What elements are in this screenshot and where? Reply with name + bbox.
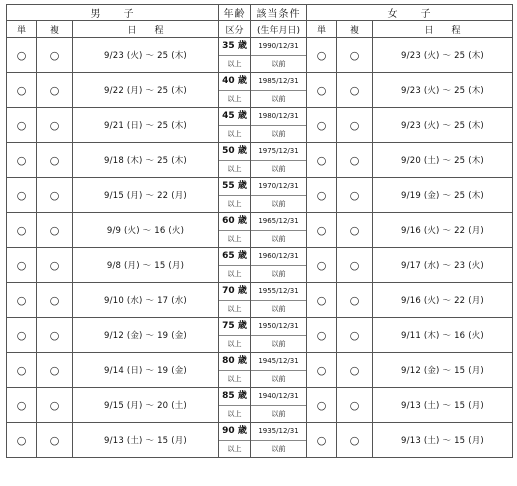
birthdate-value: 1975/12/31 xyxy=(251,143,306,161)
condition-header: 該当条件 xyxy=(251,5,307,21)
age-value: 35 歳 xyxy=(219,38,250,56)
table-row xyxy=(7,178,513,213)
age-value: 75 歳 xyxy=(219,318,250,336)
table-row xyxy=(7,73,513,108)
birthdate-value: 1950/12/31 xyxy=(251,318,306,336)
age-value: 65 歳 xyxy=(219,248,250,266)
male-single-header: 単 xyxy=(7,21,37,38)
birthdate-suffix: 以前 xyxy=(271,200,286,208)
birthdate-condition xyxy=(251,38,307,73)
male-double-mark: ○ xyxy=(37,213,73,248)
age-category xyxy=(219,213,251,248)
male-schedule: 9/12 (金) 〜 19 (金) xyxy=(73,318,219,353)
female-double-mark: ○ xyxy=(337,423,373,458)
age-header: 年齢 xyxy=(219,5,251,21)
male-double-header: 複 xyxy=(37,21,73,38)
birthdate-suffix: 以前 xyxy=(271,130,286,138)
male-double-mark: ○ xyxy=(37,178,73,213)
table-row xyxy=(7,38,513,73)
age-category xyxy=(219,178,251,213)
male-single-mark: ○ xyxy=(7,108,37,143)
birthdate-condition xyxy=(251,143,307,178)
birthdate-value: 1955/12/31 xyxy=(251,283,306,301)
female-single-mark: ○ xyxy=(307,38,337,73)
age-value: 90 歳 xyxy=(219,423,250,441)
age-suffix: 以上 xyxy=(227,200,242,208)
male-double-mark: ○ xyxy=(37,108,73,143)
female-double-mark: ○ xyxy=(337,38,373,73)
female-single-mark: ○ xyxy=(307,318,337,353)
male-schedule: 9/9 (火) 〜 16 (火) xyxy=(73,213,219,248)
age-suffix: 以上 xyxy=(227,130,242,138)
birthdate-condition xyxy=(251,73,307,108)
male-single-mark: ○ xyxy=(7,73,37,108)
female-schedule: 9/13 (土) 〜 15 (月) xyxy=(373,423,513,458)
female-double-mark: ○ xyxy=(337,73,373,108)
birthdate-value: 1990/12/31 xyxy=(251,38,306,56)
male-header: 男 子 xyxy=(7,5,219,21)
table-row xyxy=(7,108,513,143)
birthdate-value: 1960/12/31 xyxy=(251,248,306,266)
header-row-sub xyxy=(7,21,513,38)
female-double-mark: ○ xyxy=(337,108,373,143)
birthdate-value: 1965/12/31 xyxy=(251,213,306,231)
table-row xyxy=(7,318,513,353)
female-single-header: 単 xyxy=(307,21,337,38)
female-double-header: 複 xyxy=(337,21,373,38)
female-header: 女 子 xyxy=(307,5,513,21)
age-suffix: 以上 xyxy=(227,340,242,348)
birthdate-suffix: 以前 xyxy=(271,305,286,313)
birthdate-condition xyxy=(251,353,307,388)
male-single-mark: ○ xyxy=(7,38,37,73)
birthdate-suffix: 以前 xyxy=(271,375,286,383)
age-value: 85 歳 xyxy=(219,388,250,406)
birthdate-condition xyxy=(251,388,307,423)
age-category xyxy=(219,423,251,458)
birthdate-condition xyxy=(251,423,307,458)
female-schedule: 9/13 (土) 〜 15 (月) xyxy=(373,388,513,423)
age-category xyxy=(219,318,251,353)
female-double-mark: ○ xyxy=(337,353,373,388)
female-single-mark: ○ xyxy=(307,213,337,248)
age-category xyxy=(219,108,251,143)
birthdate-suffix: 以前 xyxy=(271,270,286,278)
female-double-mark: ○ xyxy=(337,213,373,248)
female-single-mark: ○ xyxy=(307,178,337,213)
female-schedule: 9/23 (火) 〜 25 (木) xyxy=(373,38,513,73)
male-single-mark: ○ xyxy=(7,178,37,213)
table-row xyxy=(7,423,513,458)
table-row xyxy=(7,388,513,423)
female-schedule: 9/23 (火) 〜 25 (木) xyxy=(373,73,513,108)
female-double-mark: ○ xyxy=(337,388,373,423)
female-schedule: 9/20 (土) 〜 25 (木) xyxy=(373,143,513,178)
female-schedule: 9/17 (水) 〜 23 (火) xyxy=(373,248,513,283)
female-schedule: 9/12 (金) 〜 15 (月) xyxy=(373,353,513,388)
birthdate-value: 1945/12/31 xyxy=(251,353,306,371)
male-double-mark: ○ xyxy=(37,318,73,353)
male-schedule: 9/10 (水) 〜 17 (水) xyxy=(73,283,219,318)
female-single-mark: ○ xyxy=(307,143,337,178)
table-row xyxy=(7,213,513,248)
table-row xyxy=(7,143,513,178)
age-value: 50 歳 xyxy=(219,143,250,161)
female-schedule: 9/11 (木) 〜 16 (火) xyxy=(373,318,513,353)
male-single-mark: ○ xyxy=(7,143,37,178)
male-single-mark: ○ xyxy=(7,248,37,283)
female-double-mark: ○ xyxy=(337,248,373,283)
age-value: 45 歳 xyxy=(219,108,250,126)
male-single-mark: ○ xyxy=(7,353,37,388)
male-schedule: 9/13 (土) 〜 15 (月) xyxy=(73,423,219,458)
age-suffix: 以上 xyxy=(227,165,242,173)
male-single-mark: ○ xyxy=(7,283,37,318)
male-schedule: 9/15 (月) 〜 22 (月) xyxy=(73,178,219,213)
male-single-mark: ○ xyxy=(7,388,37,423)
birthdate-condition xyxy=(251,283,307,318)
birthdate-suffix: 以前 xyxy=(271,235,286,243)
male-schedule: 9/8 (月) 〜 15 (月) xyxy=(73,248,219,283)
age-category xyxy=(219,388,251,423)
male-single-mark: ○ xyxy=(7,318,37,353)
male-schedule: 9/21 (日) 〜 25 (木) xyxy=(73,108,219,143)
age-category xyxy=(219,73,251,108)
female-double-mark: ○ xyxy=(337,283,373,318)
age-value: 55 歳 xyxy=(219,178,250,196)
female-schedule: 9/23 (火) 〜 25 (木) xyxy=(373,108,513,143)
age-value: 80 歳 xyxy=(219,353,250,371)
female-double-mark: ○ xyxy=(337,318,373,353)
age-suffix: 以上 xyxy=(227,445,242,453)
male-double-mark: ○ xyxy=(37,353,73,388)
male-double-mark: ○ xyxy=(37,248,73,283)
table-row xyxy=(7,248,513,283)
schedule-table xyxy=(6,4,513,458)
age-suffix: 以上 xyxy=(227,270,242,278)
female-single-mark: ○ xyxy=(307,283,337,318)
age-suffix: 以上 xyxy=(227,95,242,103)
male-double-mark: ○ xyxy=(37,423,73,458)
category-header: 区分 xyxy=(219,21,251,38)
birthdate-suffix: 以前 xyxy=(271,60,286,68)
male-double-mark: ○ xyxy=(37,388,73,423)
age-value: 40 歳 xyxy=(219,73,250,91)
male-single-mark: ○ xyxy=(7,423,37,458)
male-schedule-header: 日 程 xyxy=(73,21,219,38)
age-suffix: 以上 xyxy=(227,410,242,418)
birthdate-condition xyxy=(251,178,307,213)
birthdate-suffix: 以前 xyxy=(271,95,286,103)
age-suffix: 以上 xyxy=(227,60,242,68)
male-schedule: 9/15 (月) 〜 20 (土) xyxy=(73,388,219,423)
birthdate-value: 1940/12/31 xyxy=(251,388,306,406)
male-double-mark: ○ xyxy=(37,143,73,178)
female-schedule: 9/16 (火) 〜 22 (月) xyxy=(373,283,513,318)
female-single-mark: ○ xyxy=(307,73,337,108)
age-suffix: 以上 xyxy=(227,375,242,383)
birthdate-value: 1935/12/31 xyxy=(251,423,306,441)
birthdate-suffix: 以前 xyxy=(271,340,286,348)
age-category xyxy=(219,248,251,283)
male-single-mark: ○ xyxy=(7,213,37,248)
male-double-mark: ○ xyxy=(37,73,73,108)
table-row xyxy=(7,353,513,388)
female-single-mark: ○ xyxy=(307,108,337,143)
male-schedule: 9/14 (日) 〜 19 (金) xyxy=(73,353,219,388)
age-value: 60 歳 xyxy=(219,213,250,231)
female-schedule: 9/16 (火) 〜 22 (月) xyxy=(373,213,513,248)
birthdate-suffix: 以前 xyxy=(271,165,286,173)
age-category xyxy=(219,353,251,388)
male-schedule: 9/23 (火) 〜 25 (木) xyxy=(73,38,219,73)
age-category xyxy=(219,143,251,178)
birthdate-condition xyxy=(251,248,307,283)
female-single-mark: ○ xyxy=(307,248,337,283)
birthdate-suffix: 以前 xyxy=(271,445,286,453)
birthdate-condition xyxy=(251,108,307,143)
header-row-top xyxy=(7,5,513,21)
female-double-mark: ○ xyxy=(337,178,373,213)
female-single-mark: ○ xyxy=(307,423,337,458)
female-single-mark: ○ xyxy=(307,388,337,423)
female-double-mark: ○ xyxy=(337,143,373,178)
birthdate-condition xyxy=(251,213,307,248)
female-schedule-header: 日 程 xyxy=(373,21,513,38)
age-category xyxy=(219,38,251,73)
female-single-mark: ○ xyxy=(307,353,337,388)
birthdate-value: 1980/12/31 xyxy=(251,108,306,126)
male-schedule: 9/22 (月) 〜 25 (木) xyxy=(73,73,219,108)
male-double-mark: ○ xyxy=(37,38,73,73)
female-schedule: 9/19 (金) 〜 25 (木) xyxy=(373,178,513,213)
birth-header: (生年月日) xyxy=(251,21,307,38)
birthdate-value: 1970/12/31 xyxy=(251,178,306,196)
age-value: 70 歳 xyxy=(219,283,250,301)
male-double-mark: ○ xyxy=(37,283,73,318)
table-row xyxy=(7,283,513,318)
age-category xyxy=(219,283,251,318)
male-schedule: 9/18 (木) 〜 25 (木) xyxy=(73,143,219,178)
birthdate-value: 1985/12/31 xyxy=(251,73,306,91)
birthdate-suffix: 以前 xyxy=(271,410,286,418)
age-suffix: 以上 xyxy=(227,235,242,243)
age-suffix: 以上 xyxy=(227,305,242,313)
birthdate-condition xyxy=(251,318,307,353)
